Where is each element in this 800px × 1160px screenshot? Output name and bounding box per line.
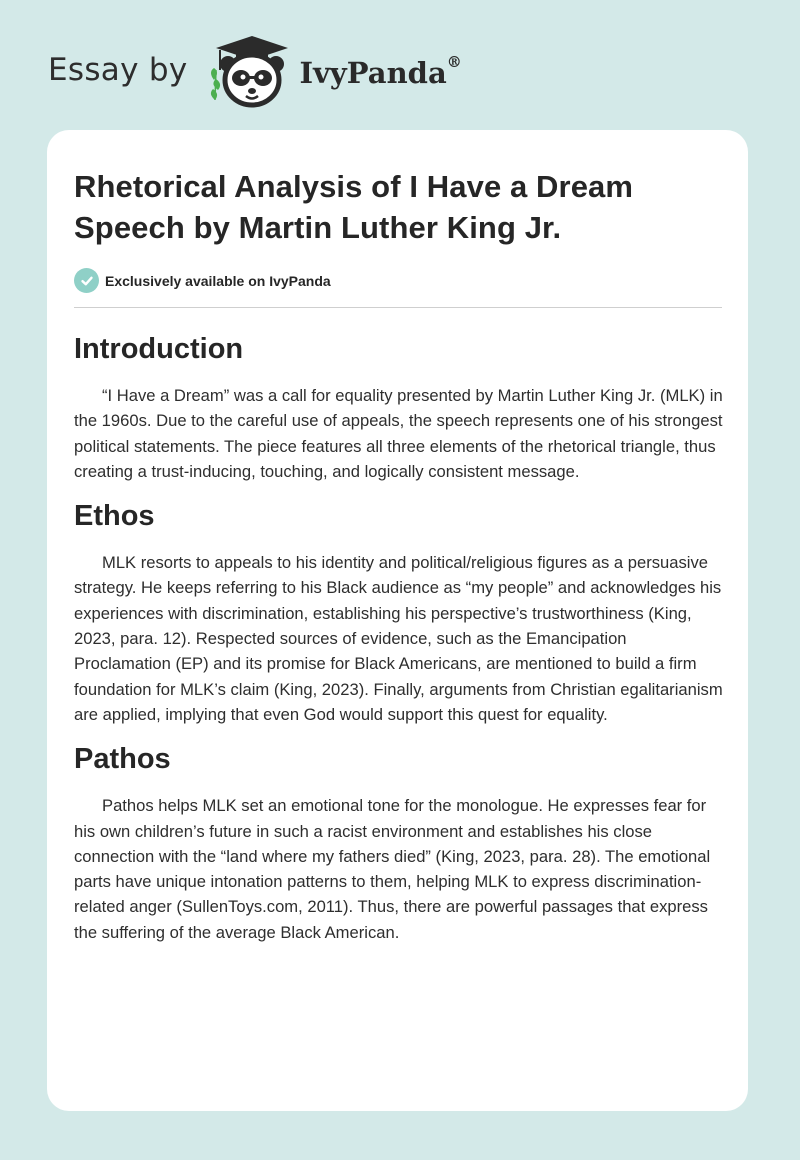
essay-by-label: Essay by <box>48 52 188 88</box>
site-header <box>48 34 462 110</box>
panda-logo-icon[interactable] <box>206 34 296 110</box>
section-ethos <box>74 499 722 727</box>
brand-name[interactable]: IvyPanda® <box>299 53 462 90</box>
exclusive-badge <box>74 268 722 293</box>
essay-card <box>47 130 748 1111</box>
title-line-1: Rhetorical Analysis of I Have a Dream <box>74 169 634 204</box>
title-line-2: Speech by Martin Luther King Jr. <box>74 210 562 245</box>
section-introduction <box>74 332 722 484</box>
section-heading: Pathos <box>74 743 171 776</box>
section-pathos <box>74 742 722 945</box>
section-paragraph: “I Have a Dream” was a call for equality presented by Martin Luther King Jr. (MLK) in the 1960s. Due to the careful use of appeals, the speech represents one of his strongest political statements. The piece features all three elements of the rhetorical triangle, thus creating a trust-inducing, touching, and logically consistent message. <box>74 386 723 481</box>
section-paragraph: Pathos helps MLK set an emotional tone for the monologue. He expresses fear for his own children’s future in such a racist environment and establishes his close connection with the “land where my fathers died” (King, 2023, para. 28). The emotional parts have unique intonation patterns to them, helping MLK to express discrimination-related anger (SullenToys.com, 2011). Thus, there are powerful passages that express the suffering of the average Black American. <box>74 796 711 942</box>
section-heading: Ethos <box>74 500 155 533</box>
page-title <box>74 166 722 248</box>
divider <box>74 307 722 308</box>
section-heading: Introduction <box>74 333 244 365</box>
badge-text: Exclusively available on IvyPanda <box>105 272 331 289</box>
registered-mark: ® <box>446 53 462 71</box>
section-paragraph: MLK resorts to appeals to his identity and political/religious figures as a persuasive strategy. He keeps referring to his Black audience as “my people” and acknowledges his experiences with discrimination, establishing his perspective’s trustworthiness (King, 2023, para. 12). Respected sources of evidence, such as the Emancipation Proclamation (EP) and its promise for Black Americans, are mentioned to build a firm foundation for MLK’s claim (King, 2023). Finally, arguments from Christian egalitarianism are applied, implying that even God would support this quest for equality. <box>74 553 723 724</box>
check-circle-icon <box>74 268 99 293</box>
